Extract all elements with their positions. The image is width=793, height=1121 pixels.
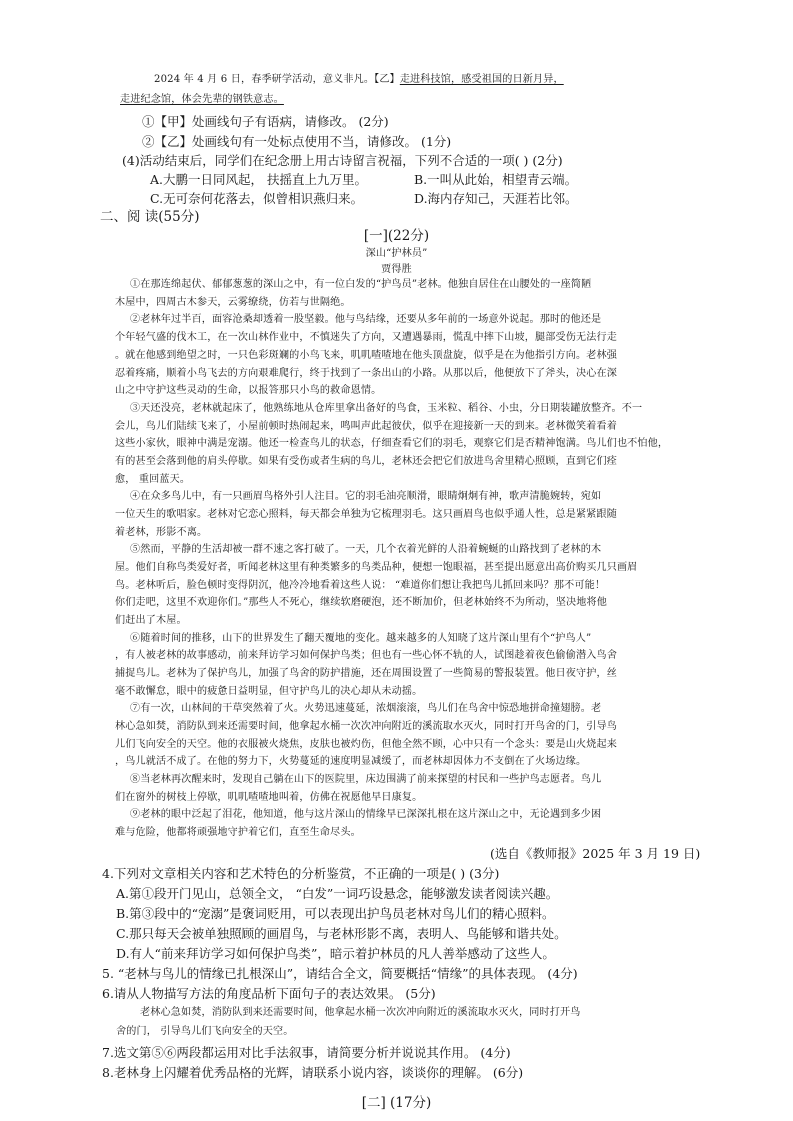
- passage-line: 这些小家伙，眼神中满是宠溺。他还一检查鸟儿的状态，仔细查看它们的羽毛，观察它们是否精神饱满。鸟儿们也不怕他，: [115, 438, 669, 449]
- q4-option-c: C.无可奈何花落去，似曾相识燕归来。: [150, 191, 364, 206]
- passage-line: 屋。他们自称鸟类爱好者，听闻老林这里有种类繁多的鸟类品种，便想一饱眼福，甚至提出愿意出高价购买几只画眉: [115, 562, 638, 573]
- section-reading-title: 二、阅 读(55分): [100, 209, 200, 225]
- passage-line: ④在众多鸟儿中，有一只画眉鸟格外引人注目。它的羽毛油亮顺滑，眼睛炯炯有神，歌声清脆婉转，宛如: [130, 491, 602, 502]
- passage-line: 们赶出了木屋。: [115, 615, 187, 626]
- underlined-sentence-1: 走进科技馆，感受祖国的日新月异，: [399, 74, 564, 85]
- passage-line: 愈， 重回蓝天。: [115, 474, 191, 485]
- passage-line: 林心急如焚，消防队到来还需要时间，他拿起水桶一次次冲向附近的溪流取水灭火，同时打开鸟舍的门，引导鸟: [115, 721, 617, 732]
- q3-a: ①【甲】处画线句子有语病，请修改。 (2分): [142, 114, 389, 129]
- q4-stem: (4)活动结束后，同学们在纪念册上用古诗留言祝福，下列不合适的一项( ) (2分): [122, 153, 563, 168]
- passage-line: ⑦有一次，山林间的干草突然着了火。火势迅速蔓延，浓烟滚滚，鸟儿们在鸟舍中惊恐地拼命撞翅膀。老: [130, 703, 602, 714]
- question-8: 8.老林身上闪耀着优秀品格的光辉，请联系小说内容，谈谈你的理解。 (6分): [102, 1065, 524, 1080]
- intro-text: 2024 年 4 月 6 日，春季研学活动，意义非凡。: [154, 74, 375, 85]
- q4-option-a: A.大鹏一日同风起， 扶摇直上九万里。: [150, 172, 367, 187]
- passage-line: 捕捉鸟儿。老林为了保护鸟儿，加强了鸟舍的防护措施，还在周围设置了一些简易的警报装置。他日夜守护，丝: [115, 668, 617, 679]
- bracket-yi: 【乙】: [374, 74, 400, 85]
- passage-line: 们在窗外的树枝上停歇，叽叽喳喳地叫着，仿佛在祝愿他早日康复。: [115, 792, 423, 803]
- q3-b: ②【乙】处画线句有一处标点使用不当，请修改。 (1分): [142, 134, 452, 149]
- passage-line: ③天还没亮，老林就起床了，他熟练地从仓库里拿出备好的鸟食，玉米粒、稻谷、小虫，分日期装罐放整齐。不一: [130, 403, 643, 414]
- passage-line: 忍着疼痛，顺着小鸟飞去的方向艰难爬行，终于找到了一条出山的小路。从那以后，他便放下了斧头，决心在深: [115, 368, 617, 379]
- passage-line: 。就在他感到绝望之时，一只色彩斑斓的小鸟飞来，叽叽喳喳地在他头顶盘旋，似乎是在为他指引方向。老林强: [115, 350, 617, 361]
- passage-line: ①在那连绵起伏、郁郁葱葱的深山之中，有一位白发的“护鸟员”老林。他独自居住在山腰处的一座简陋: [130, 279, 592, 290]
- question-6-quote-line-2: 舍的门， 引导鸟儿们飞向安全的天空。: [116, 1026, 294, 1037]
- question-5: 5. “老林与鸟儿的情缘已扎根深山”，请结合全文，简要概括“情缘”的具体表现。 (4分): [102, 966, 578, 981]
- passage-line: 一位天生的歌唱家。老林对它恋心照料，每天都会单独为它梳理羽毛。这只画眉鸟也似乎通人性，总是紧紧跟随: [115, 509, 617, 520]
- passage2-header: [二] (17分): [361, 1095, 432, 1111]
- question-6-quote-line-1: 老林心急如焚，消防队到来还需要时间，他拿起水桶一次次冲向附近的溪流取水灭火，同时打开鸟: [140, 1007, 581, 1018]
- passage-line: 你们走吧，这里不欢迎你们。”那些人不死心，继续软磨硬泡，还不断加价，但老林始终不为所动，坚决地将他: [115, 597, 607, 608]
- passage1-source: (选自《教师报》2025 年 3 月 19 日): [490, 846, 701, 861]
- question-4-option-a: A.第①段开门见山，总领全文， “白发”一词巧设悬念，能够激发读者阅读兴趣。: [116, 886, 559, 901]
- q4-option-b: B.一叫从此始，相望青云端。: [414, 172, 578, 187]
- passage-line: ⑤然而，平静的生活却被一群不速之客打破了。一天，几个衣着光鲜的人沿着蜿蜒的山路找到了老林的木: [130, 544, 602, 555]
- passage-line: 会儿，鸟儿们陆续飞来了，小屋前顿时热闹起来，鸣叫声此起彼伏，似乎在迎接新一天的到来。老林微笑着看着: [115, 421, 617, 432]
- question-4-option-b: B.第③段中的“宠溺”是褒词贬用，可以表现出护鸟员老林对鸟儿们的精心照料。: [116, 906, 555, 921]
- intro-line-1: [154, 74, 564, 86]
- underlined-sentence-2: 走进纪念馆，体会先辈的钢铁意志。: [120, 94, 284, 105]
- passage-line: ⑧当老林再次醒来时，发现自己躺在山下的医院里，床边围满了前来探望的村民和一些护鸟志愿者。鸟儿: [130, 774, 602, 785]
- question-7: 7.选文第⑤⑥两段都运用对比手法叙事，请简要分析并说说其作用。 (4分): [102, 1045, 511, 1060]
- passage-line: ，鸟儿就活不成了。在他的努力下，火势蔓延的速度明显减缓了，而老林却因体力不支倒在了火场边缘。: [115, 756, 587, 767]
- passage1-title: 深山“护林员”: [365, 248, 428, 259]
- passage-line: ⑨老林的眼中泛起了泪花，他知道，他与这片深山的情缘早已深深扎根在这片深山之中，无论遇到多少困: [130, 809, 602, 820]
- passage-line: 个年轻气盛的伐木工，在一次山林作业中，不慎迷失了方向，又遭遇暴雨，慌乱中摔下山坡，腿部受伤无法行走: [115, 332, 617, 343]
- passage-line: ，有人被老林的故事感动，前来拜访学习如何保护鸟类；但也有一些心怀不轨的人，试图趁着夜色偷偷潜入鸟舍: [115, 650, 617, 661]
- passage-line: 毫不敢懈怠，眼中的疲惫日益明显，但守护鸟儿的决心却从未动摇。: [115, 686, 423, 697]
- question-4-option-d: D.有人“前来拜访学习如何保护鸟类”，暗示着护林员的凡人善举感动了这些人。: [116, 946, 555, 961]
- question-6: 6.请从人物描写方法的角度品析下面句子的表达效果。 (5分): [102, 986, 436, 1001]
- passage-line: ②老林年过半百，面容沧桑却透着一股坚毅。他与鸟结缘，还要从多年前的一场意外说起。那时的他还是: [130, 314, 602, 325]
- passage-line: 儿们飞向安全的天空。他的衣服被火烧焦，皮肤也被灼伤，但他全然不顾，心中只有一个念头：要是山火烧起来: [115, 739, 617, 750]
- passage-line: 木屋中，四周古木参天，云雾缭绕，仿若与世隔绝。: [115, 297, 351, 308]
- question-4-option-c: C.那只每天会被单独照顾的画眉鸟，与老林形影不离，表明人、鸟能够和谐共处。: [116, 926, 567, 941]
- passage1-author: 贾得胜: [381, 264, 412, 275]
- passage-line: 鸟。老林听后，脸色顿时变得阴沉，他冷冷地看着这些人说： “难道你们想让我把鸟儿抓回来吗？那不可能！: [115, 580, 606, 591]
- q4-option-d: D.海内存知己，天涯若比邻。: [414, 191, 578, 206]
- passage-line: 有的甚至会落到他的肩头停歇。如果有受伤或者生病的鸟儿，老林还会把它们放进鸟舍里精心照顾，直到它们痊: [115, 456, 617, 467]
- passage-line: ⑥随着时间的推移，山下的世界发生了翻天覆地的变化。越来越多的人知晓了这片深山里有个“护鸟人”: [130, 633, 592, 644]
- question-4: 4.下列对文章相关内容和艺术特色的分析鉴赏，不正确的一项是( ) (3分): [102, 866, 500, 881]
- passage-line: 难与危险，他都将顽强地守护着它们，直至生命尽头。: [115, 827, 361, 838]
- passage-line: 山之中守护这些灵动的生命，以报答那只小鸟的救命恩情。: [115, 385, 382, 396]
- passage-line: 着老林，形影不离。: [115, 527, 208, 538]
- passage1-header: [一](22分): [363, 228, 430, 244]
